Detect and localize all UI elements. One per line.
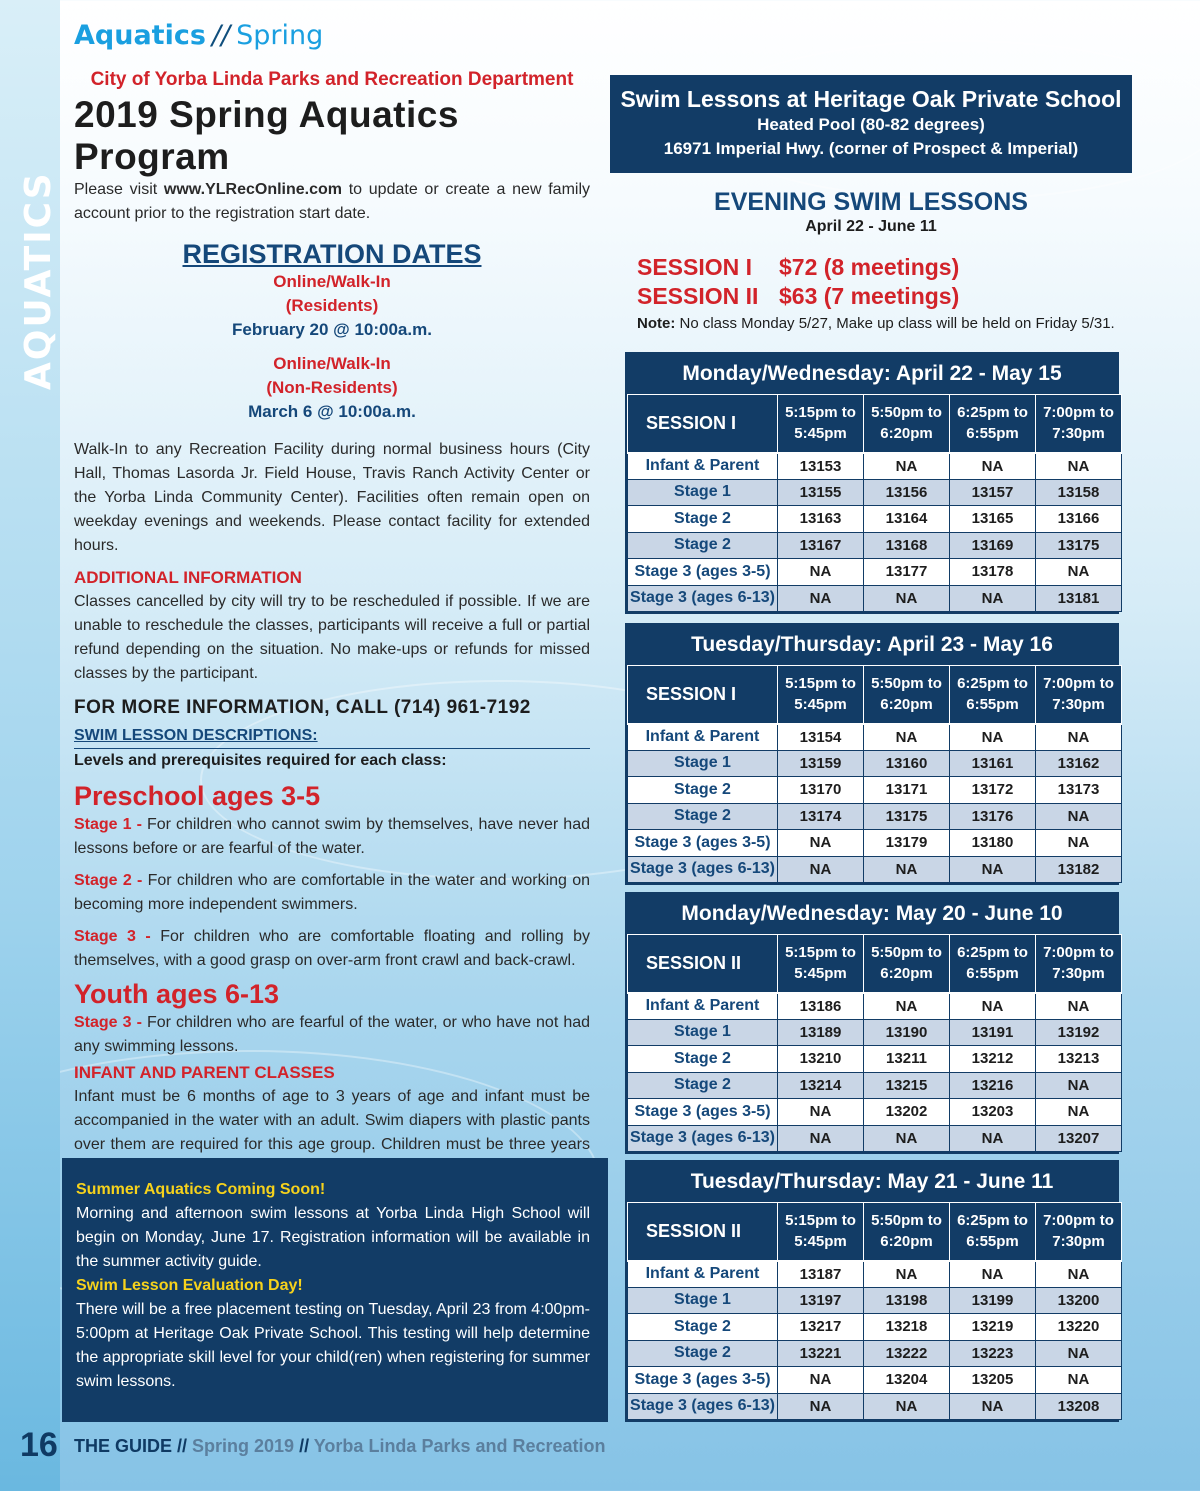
time-start: 5:15pm to [785,404,856,422]
course-code: NA [864,453,950,480]
summer-heading: Summer Aquatics Coming Soon! [76,1181,326,1198]
header-season: Spring [236,20,324,51]
preschool-stage2 [74,869,590,917]
stage-label: Stage 3 - [74,928,151,945]
course-code: 13210 [778,1046,864,1073]
location-title: Swim Lessons at Heritage Oak Private School [620,86,1122,112]
course-code: NA [950,724,1036,751]
summer-announcement-box [62,1158,608,1422]
time-start: 7:00pm to [1043,1212,1114,1230]
course-code: 13198 [864,1287,950,1314]
class-level: Infant & Parent [628,724,778,751]
course-code: 13171 [864,777,950,804]
course-code: 13181 [1036,585,1122,612]
time-end: 7:30pm [1052,696,1105,714]
course-code: 13222 [864,1340,950,1367]
table-row [628,1046,1122,1073]
course-code: 13172 [950,777,1036,804]
course-code: 13176 [950,803,1036,830]
table-row [628,1393,1122,1420]
time-end: 7:30pm [1052,1233,1105,1251]
class-level: Stage 2 [628,1314,778,1341]
table-row [628,1314,1122,1341]
time-end: 6:20pm [880,425,933,443]
infant-text: Infant must be 6 months of age to 3 years of age and infant must be accompanied in the water with an adult. Swim diapers with plastic pants over them are required for this age group. Children must be three years [74,1088,590,1153]
time-slot-header [1036,395,1122,453]
reg1-type: Online/Walk-In [273,272,391,291]
intro-post: to update or create a new family account prior to the registration start date. [74,181,590,222]
time-slot-header [864,935,950,993]
time-end: 6:55pm [966,696,1019,714]
schedule-title: Monday/Wednesday: May 20 - June 10 [681,902,1063,925]
course-code: 13157 [950,479,1036,506]
time-start: 5:50pm to [871,404,942,422]
time-slot-header [950,935,1036,993]
time-end: 6:20pm [880,1233,933,1251]
class-level: Stage 1 [628,479,778,506]
course-code: NA [1036,993,1122,1020]
time-start: 7:00pm to [1043,675,1114,693]
course-code: NA [1036,1261,1122,1288]
session-price: $72 (8 meetings) [779,254,960,280]
page-header [74,20,323,51]
course-code: 13187 [778,1261,864,1288]
course-code: 13197 [778,1287,864,1314]
reg1-group: (Residents) [285,296,379,315]
note-label: Note: [637,315,676,332]
course-code: 13173 [1036,777,1122,804]
table-row [628,1340,1122,1367]
course-code: 13219 [950,1314,1036,1341]
schedule-table [627,665,1122,883]
stage-label: Stage 3 - [74,1014,142,1031]
evening-title: EVENING SWIM LESSONS [714,188,1028,216]
youth-stage3 [74,1011,590,1059]
course-code: NA [1036,1099,1122,1126]
table-row [628,506,1122,533]
course-code: 13208 [1036,1393,1122,1420]
schedule-header-row [628,666,1122,724]
schedule-table-block [625,892,1119,1154]
course-code: NA [864,585,950,612]
course-code: 13168 [864,532,950,559]
time-slot-header [1036,1203,1122,1261]
table-row [628,559,1122,586]
class-level: Stage 2 [628,506,778,533]
session-label: SESSION II [637,283,759,309]
time-start: 5:15pm to [785,675,856,693]
time-slot-header [1036,935,1122,993]
course-code: 13202 [864,1099,950,1126]
course-code: 13163 [778,506,864,533]
session-pricing [637,253,1137,332]
course-code: 13166 [1036,506,1122,533]
session-header: SESSION I [628,666,778,724]
course-code: 13175 [864,803,950,830]
class-level: Stage 2 [628,1046,778,1073]
session1-price-row [637,253,1137,282]
time-start: 5:15pm to [785,1212,856,1230]
time-start: 7:00pm to [1043,404,1114,422]
session-header: SESSION II [628,935,778,993]
time-start: 5:15pm to [785,944,856,962]
class-level: Stage 2 [628,777,778,804]
registration-dates-heading: REGISTRATION DATES [182,239,482,269]
time-start: 5:50pm to [871,944,942,962]
time-start: 6:25pm to [957,404,1028,422]
header-separator: // [211,20,231,51]
course-code: 13153 [778,453,864,480]
session2-price-row [637,282,1137,311]
table-row [628,856,1122,883]
department-name: City of Yorba Linda Parks and Recreation Department [90,69,574,90]
class-level: Stage 3 (ages 6-13) [628,1125,778,1152]
intro-pre: Please visit [74,181,164,198]
schedule-title: Monday/Wednesday: April 22 - May 15 [682,362,1062,385]
table-row [628,585,1122,612]
class-level: Stage 3 (ages 6-13) [628,856,778,883]
time-start: 6:25pm to [957,675,1028,693]
class-level: Stage 1 [628,1287,778,1314]
reg2-type: Online/Walk-In [273,354,391,373]
page-title: 2019 Spring Aquatics Program [74,94,459,177]
course-code: 13215 [864,1072,950,1099]
schedule-table [627,394,1122,612]
table-row [628,453,1122,480]
page-number: 16 [20,1426,58,1464]
course-code: 13155 [778,479,864,506]
preschool-heading: Preschool ages 3-5 [74,781,321,811]
time-end: 5:45pm [794,425,847,443]
stage-label: Stage 1 - [74,816,142,833]
footer-separator: // [294,1436,314,1456]
time-end: 6:20pm [880,696,933,714]
class-level: Infant & Parent [628,993,778,1020]
table-row [628,1019,1122,1046]
course-code: 13204 [864,1367,950,1394]
schedule-table [627,1202,1122,1420]
course-code: NA [1036,830,1122,857]
course-code: 13191 [950,1019,1036,1046]
course-code: 13218 [864,1314,950,1341]
page-footer [74,1436,606,1457]
evening-dates: April 22 - June 11 [805,218,937,235]
course-code: NA [778,1125,864,1152]
time-start: 5:50pm to [871,675,942,693]
course-code: 13214 [778,1072,864,1099]
course-code: NA [864,724,950,751]
course-code: 13221 [778,1340,864,1367]
course-code: 13212 [950,1046,1036,1073]
schedule-table-block [625,623,1119,885]
time-slot-header [950,1203,1036,1261]
class-level: Stage 3 (ages 6-13) [628,1393,778,1420]
course-code: 13190 [864,1019,950,1046]
footer-season: Spring 2019 [192,1436,295,1456]
intro-text [74,178,590,226]
course-code: NA [864,1393,950,1420]
footer-separator: // [172,1436,193,1456]
course-code: 13179 [864,830,950,857]
course-code: NA [778,559,864,586]
course-code: 13207 [1036,1125,1122,1152]
course-code: 13175 [1036,532,1122,559]
time-slot-header [950,395,1036,453]
stage-text: For children who cannot swim by themselves, have never had lessons before or are fearful of the water. [74,816,590,857]
time-end: 6:55pm [966,425,1019,443]
location-banner [610,75,1132,173]
time-start: 6:25pm to [957,1212,1028,1230]
stage-text: For children who are comfortable in the water and working on becoming more independent swimmers. [74,872,590,913]
course-code: 13158 [1036,479,1122,506]
course-code: 13203 [950,1099,1036,1126]
schedule-table [627,934,1122,1152]
course-code: NA [1036,559,1122,586]
sidebar-section-label: AQUATICS [18,171,59,390]
course-code: NA [1036,803,1122,830]
time-end: 5:45pm [794,1233,847,1251]
course-code: NA [950,1393,1036,1420]
class-level: Infant & Parent [628,453,778,480]
course-code: 13216 [950,1072,1036,1099]
evaluation-heading: Swim Lesson Evaluation Day! [76,1277,303,1294]
session-header: SESSION II [628,1203,778,1261]
time-slot-header [864,1203,950,1261]
stage-text: For children who are comfortable floating and rolling by themselves, with a good grasp on over-arm front crawl and back-crawl. [74,928,591,969]
course-code: 13200 [1036,1287,1122,1314]
schedule-header-row [628,1203,1122,1261]
header-section: Aquatics [74,20,206,51]
preschool-stage3 [74,925,590,973]
course-code: NA [864,1125,950,1152]
location-address: 16971 Imperial Hwy. (corner of Prospect & Imperial) [663,139,1079,158]
evaluation-text: There will be a free placement testing on Tuesday, April 23 from 4:00pm-5:00pm at Heritage Oak Private School. This testing will help determine the appropriate skill level for your child(ren) when registering for summer swim lessons. [76,1301,590,1390]
course-code: NA [1036,1367,1122,1394]
course-code: NA [778,830,864,857]
course-code: 13167 [778,532,864,559]
table-row [628,1367,1122,1394]
course-code: 13180 [950,830,1036,857]
course-code: 13164 [864,506,950,533]
course-code: NA [950,1261,1036,1288]
table-row [628,803,1122,830]
note-text: No class Monday 5/27, Make up class will be held on Friday 5/31. [675,315,1115,332]
time-end: 6:55pm [966,1233,1019,1251]
course-code: 13186 [778,993,864,1020]
class-level: Stage 2 [628,1340,778,1367]
course-code: NA [778,1367,864,1394]
course-code: NA [778,585,864,612]
time-start: 5:50pm to [871,1212,942,1230]
course-code: 13211 [864,1046,950,1073]
time-end: 5:45pm [794,696,847,714]
time-slot-header [1036,666,1122,724]
schedule-header-row [628,935,1122,993]
time-slot-header [864,395,950,453]
course-code: NA [1036,724,1122,751]
course-code: NA [950,453,1036,480]
table-row [628,993,1122,1020]
schedule-note [637,315,1137,332]
walkin-text: Walk-In to any Recreation Facility during normal business hours (City Hall, Thomas Lasorda Jr. Field House, Travis Ranch Activity Center or the Yorba Linda Community Center). Facilities often remain open on weekday evenings and weekends. Please contact facility for extended hours. [74,441,590,554]
course-code: 13160 [864,750,950,777]
class-level: Stage 2 [628,1072,778,1099]
table-row [628,830,1122,857]
time-slot-header [864,666,950,724]
time-end: 7:30pm [1052,425,1105,443]
course-code: 13170 [778,777,864,804]
schedule-header-row [628,395,1122,453]
schedule-table-block [625,352,1119,614]
course-code: NA [1036,453,1122,480]
course-code: 13205 [950,1367,1036,1394]
schedule-title: Tuesday/Thursday: May 21 - June 11 [690,1170,1054,1193]
course-code: NA [864,1261,950,1288]
evening-lessons-header [610,186,1132,236]
reg2-group: (Non-Residents) [266,378,398,397]
stage-label: Stage 2 - [74,872,143,889]
table-row [628,1072,1122,1099]
youth-heading: Youth ages 6-13 [74,979,280,1009]
schedule-table-block [625,1160,1119,1422]
time-slot-header [778,666,864,724]
course-code: NA [864,856,950,883]
course-code: NA [778,1393,864,1420]
infant-heading: INFANT AND PARENT CLASSES [74,1063,335,1082]
contact-phone: FOR MORE INFORMATION, CALL (714) 961-7192 [74,697,531,718]
course-code: 13192 [1036,1019,1122,1046]
course-code: NA [864,993,950,1020]
time-end: 5:45pm [794,965,847,983]
class-level: Stage 2 [628,532,778,559]
course-code: NA [1036,1340,1122,1367]
class-level: Stage 3 (ages 3-5) [628,830,778,857]
class-level: Stage 3 (ages 3-5) [628,1099,778,1126]
class-level: Stage 1 [628,1019,778,1046]
additional-info-text: Classes cancelled by city will try to be rescheduled if possible. If we are unable to reschedule the classes, participants will receive a full or partial refund depending on the situation. No make-ups or refunds for missed classes by the participant. [74,593,590,682]
descriptions-subheading: Levels and prerequisites required for each class: [74,752,447,769]
course-code: 13159 [778,750,864,777]
class-level: Stage 3 (ages 3-5) [628,1367,778,1394]
time-slot-header [778,1203,864,1261]
course-code: 13154 [778,724,864,751]
table-row [628,532,1122,559]
footer-org: Yorba Linda Parks and Recreation [313,1436,606,1456]
course-code: 13213 [1036,1046,1122,1073]
course-code: 13165 [950,506,1036,533]
course-code: NA [950,1125,1036,1152]
course-code: 13178 [950,559,1036,586]
course-code: NA [778,856,864,883]
table-row [628,1261,1122,1288]
class-level: Infant & Parent [628,1261,778,1288]
time-slot-header [778,395,864,453]
reg1-date: February 20 @ 10:00a.m. [232,320,432,339]
course-code: 13174 [778,803,864,830]
course-code: NA [1036,1072,1122,1099]
time-start: 6:25pm to [957,944,1028,962]
course-code: 13177 [864,559,950,586]
stage-text: For children who are fearful of the water, or who have not had any swimming lessons. [74,1014,591,1055]
session-label: SESSION I [637,254,753,280]
table-row [628,479,1122,506]
table-row [628,750,1122,777]
program-info-column [74,68,590,1181]
table-row [628,777,1122,804]
course-code: 13169 [950,532,1036,559]
course-code: 13161 [950,750,1036,777]
table-row [628,1287,1122,1314]
course-code: NA [950,856,1036,883]
time-end: 6:55pm [966,965,1019,983]
course-code: NA [778,1099,864,1126]
time-slot-header [950,666,1036,724]
time-slot-header [778,935,864,993]
summer-text: Morning and afternoon swim lessons at Yorba Linda High School will begin on Monday, June 17. Registration information will be available in the summer activity guide. [76,1205,590,1270]
class-level: Stage 2 [628,803,778,830]
course-code: NA [950,585,1036,612]
course-code: 13199 [950,1287,1036,1314]
course-code: 13162 [1036,750,1122,777]
class-level: Stage 3 (ages 3-5) [628,559,778,586]
pool-info: Heated Pool (80-82 degrees) [757,115,985,134]
course-code: 13156 [864,479,950,506]
course-code: 13220 [1036,1314,1122,1341]
course-code: 13223 [950,1340,1036,1367]
table-row [628,1125,1122,1152]
schedule-title: Tuesday/Thursday: April 23 - May 16 [691,633,1053,656]
website-link[interactable]: www.YLRecOnline.com [163,181,343,198]
course-code: 13189 [778,1019,864,1046]
footer-guide: THE GUIDE [74,1436,173,1456]
class-level: Stage 1 [628,750,778,777]
table-row [628,724,1122,751]
time-end: 7:30pm [1052,965,1105,983]
additional-info-heading: ADDITIONAL INFORMATION [74,568,302,587]
table-row [628,1099,1122,1126]
course-code: 13182 [1036,856,1122,883]
preschool-stage1 [74,813,590,861]
course-code: 13217 [778,1314,864,1341]
session-header: SESSION I [628,395,778,453]
descriptions-heading: SWIM LESSON DESCRIPTIONS: [74,724,590,749]
time-start: 7:00pm to [1043,944,1114,962]
course-code: NA [950,993,1036,1020]
sidebar-strip [0,0,60,1491]
time-end: 6:20pm [880,965,933,983]
session-price: $63 (7 meetings) [779,283,960,309]
reg2-date: March 6 @ 10:00a.m. [248,402,416,421]
class-level: Stage 3 (ages 6-13) [628,585,778,612]
